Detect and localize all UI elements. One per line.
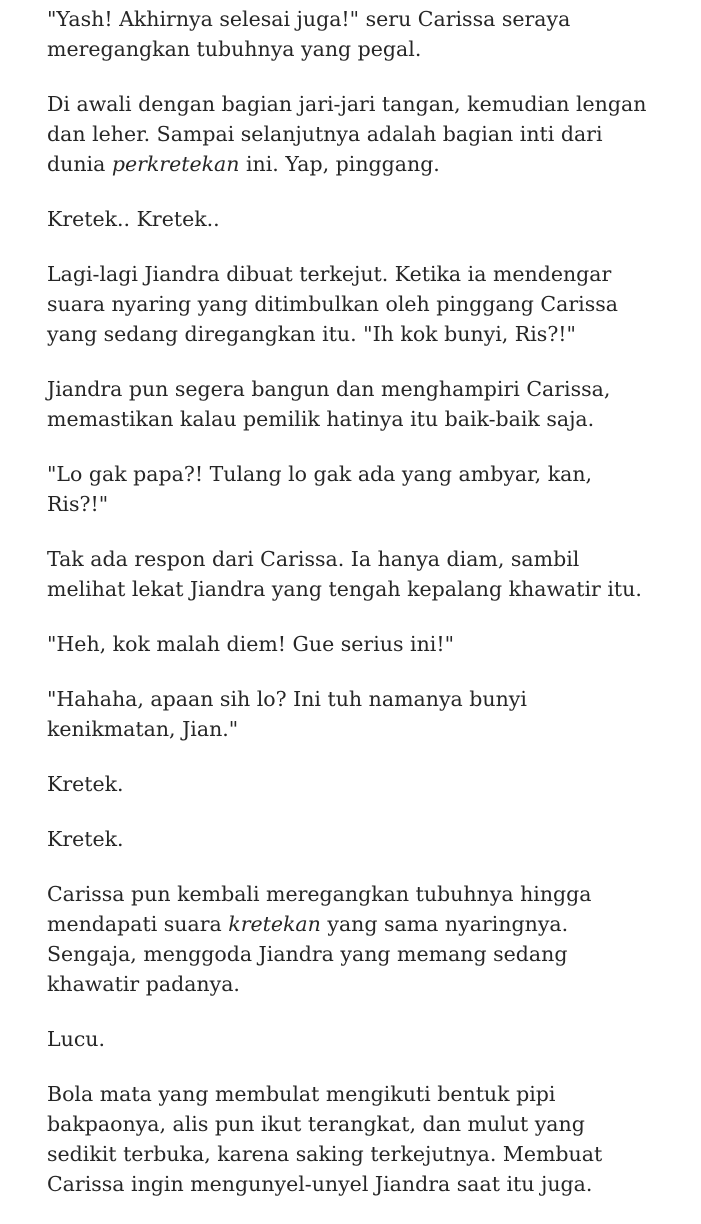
story-paragraph xyxy=(47,459,667,519)
story-paragraph xyxy=(47,259,667,349)
paragraph-text: yang sama nyaringnya. Sengaja, menggoda Jiandra yang memang sedang khawatir padanya. xyxy=(47,912,569,996)
story-paragraph xyxy=(47,204,667,234)
story-paragraph xyxy=(47,629,667,659)
paragraph-text: Lagi-lagi Jiandra dibuat terkejut. Ketika ia mendengar suara nyaring yang ditimbulkan oleh pinggang Carissa yang sedang diregangkan itu. "Ih kok bunyi, Ris?!" xyxy=(47,262,618,346)
paragraph-text: Jiandra pun segera bangun dan menghampiri Carissa, memastikan kalau pemilik hatinya itu baik-baik saja. xyxy=(47,377,611,431)
story-paragraph xyxy=(47,544,667,604)
story-paragraph xyxy=(47,374,667,434)
paragraph-text: "Yash! Akhirnya selesai juga!" seru Carissa seraya meregangkan tubuhnya yang pegal. xyxy=(47,7,571,61)
paragraph-text: "Hahaha, apaan sih lo? Ini tuh namanya bunyi kenikmatan, Jian." xyxy=(47,687,527,741)
story-paragraph xyxy=(47,879,667,999)
story-paragraph xyxy=(47,684,667,744)
story-paragraph xyxy=(47,4,667,64)
italic-term: perkretekan xyxy=(111,152,240,176)
paragraph-text: Bola mata yang membulat mengikuti bentuk pipi bakpaonya, alis pun ikut terangkat, dan mulut yang sedikit terbuka, karena saking terkejutnya. Membuat Carissa ingin mengunyel-unyel Jiandra saat itu juga. xyxy=(47,1082,603,1196)
paragraph-text: Di awali dengan bagian jari-jari tangan, kemudian lengan dan leher. Sampai selanjutnya adalah bagian inti dari dunia xyxy=(47,92,647,176)
story-paragraph xyxy=(47,89,667,179)
paragraph-text: "Lo gak papa?! Tulang lo gak ada yang ambyar, kan, Ris?!" xyxy=(47,462,593,516)
story-paragraph xyxy=(47,1024,667,1054)
story-paragraph xyxy=(47,769,667,799)
paragraph-text: "Heh, kok malah diem! Gue serius ini!" xyxy=(47,632,454,656)
story-paragraph xyxy=(47,824,667,854)
paragraph-text: Kretek. xyxy=(47,827,124,851)
paragraph-text: Kretek. xyxy=(47,772,124,796)
paragraph-text: Tak ada respon dari Carissa. Ia hanya diam, sambil melihat lekat Jiandra yang tengah kepalang khawatir itu. xyxy=(47,547,642,601)
story-paragraph xyxy=(47,1079,667,1199)
paragraph-text: ini. Yap, pinggang. xyxy=(239,152,440,176)
paragraph-text: Lucu. xyxy=(47,1027,106,1051)
story-text xyxy=(47,4,667,1224)
paragraph-text: Kretek.. Kretek.. xyxy=(47,207,220,231)
paragraph-text: Carissa pun kembali meregangkan tubuhnya hingga mendapati suara xyxy=(47,882,592,936)
italic-term: kretekan xyxy=(228,912,321,936)
